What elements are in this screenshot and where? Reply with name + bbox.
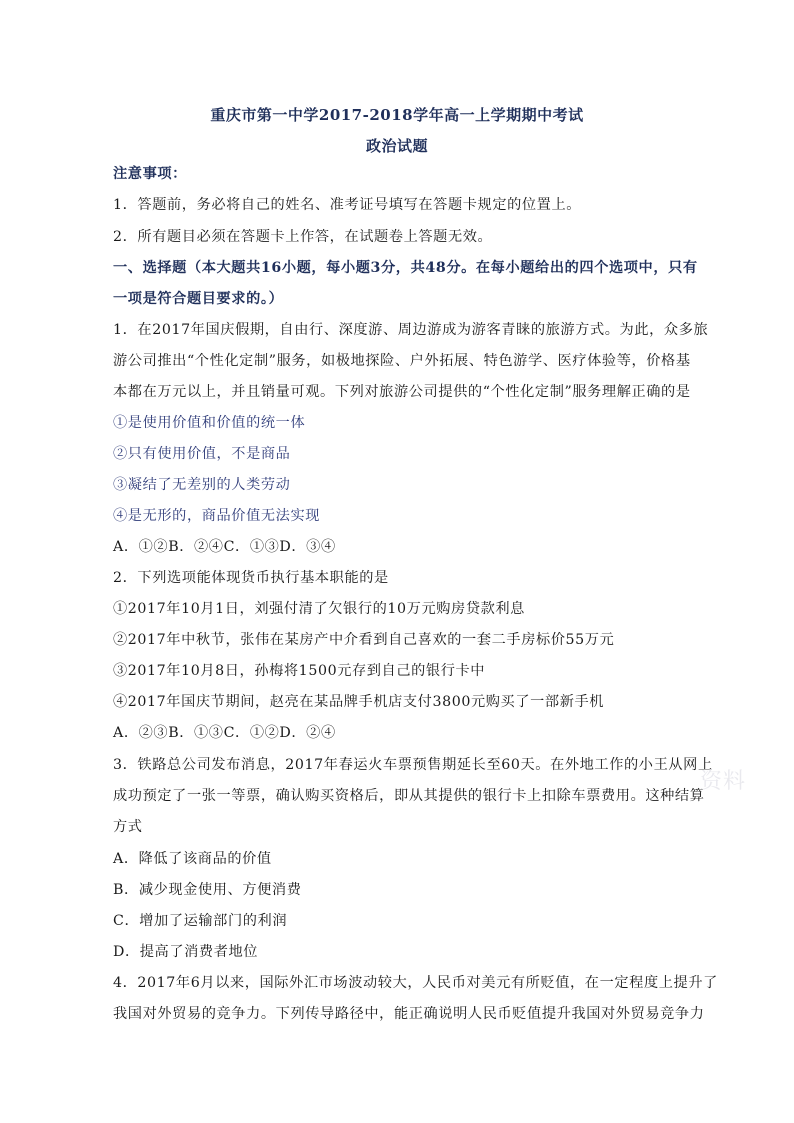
question-4-stem: 我国对外贸易的竞争力。下列传导路径中，能正确说明人民币贬值提升我国对外贸易竞争力 [113, 1006, 705, 1022]
section-heading: 一、选择题（本大题共16小题，每小题3分，共48分。在每小题给出的四个选项中，只有 [113, 260, 698, 276]
question-2-item: ②2017年中秋节，张伟在某房产中介看到自己喜欢的一套二手房标价55万元 [113, 632, 615, 648]
question-3-option: A．降低了该商品的价值 [113, 851, 272, 867]
question-4-stem: 4．2017年6月以来，国际外汇市场波动较大，人民币对美元有所贬值，在一定程度上提升了 [113, 975, 718, 991]
question-1-item: ③凝结了无差别的人类劳动 [113, 477, 291, 493]
question-1-stem: 本都在万元以上，并且销量可观。下列对旅游公司提供的“个性化定制”服务理解正确的是 [113, 384, 691, 400]
question-2-item: ③2017年10月8日，孙梅将1500元存到自己的银行卡中 [113, 663, 486, 679]
note-item: 1．答题前，务必将自己的姓名、准考证号填写在答题卡规定的位置上。 [113, 197, 582, 213]
question-3-stem: 成功预定了一张一等票，确认购买资格后，即从其提供的银行卡上扣除车票费用。这种结算 [113, 788, 705, 804]
notes-heading: 注意事项： [113, 166, 187, 182]
exam-subtitle: 政治试题 [365, 137, 428, 155]
question-3-option: D．提高了消费者地位 [113, 944, 259, 960]
watermark: 资料 [700, 769, 747, 794]
question-1-stem: 1．在2017年国庆假期，自由行、深度游、周边游成为游客青睐的旅游方式。为此，众多旅 [113, 322, 709, 338]
question-1-item: ②只有使用价值，不是商品 [113, 446, 291, 462]
question-2-item: ①2017年10月1日，刘强付清了欠银行的10万元购房贷款利息 [113, 601, 525, 617]
question-2-answers: A．②③B．①③C．①②D．②④ [113, 725, 336, 741]
question-1-stem: 游公司推出“个性化定制”服务，如极地探险、户外拓展、特色游学、医疗体验等，价格基 [113, 353, 691, 369]
question-3-option: B．减少现金使用、方便消费 [113, 882, 302, 898]
question-3-stem: 3．铁路总公司发布消息，2017年春运火车票预售期延长至60天。在外地工作的小王从网上 [113, 757, 713, 773]
question-1-item: ④是无形的，商品价值无法实现 [113, 508, 321, 524]
question-1-answers: A．①②B．②④C．①③D．③④ [113, 539, 336, 555]
question-2-item: ④2017年国庆节期间，赵亮在某品牌手机店支付3800元购买了一部新手机 [113, 694, 605, 710]
question-2-stem: 2．下列选项能体现货币执行基本职能的是 [113, 570, 389, 586]
question-3-option: C．增加了运输部门的利润 [113, 913, 288, 929]
note-item: 2．所有题目必须在答题卡上作答，在试题卷上答题无效。 [113, 229, 493, 245]
exam-title: 重庆市第一中学2017-2018学年高一上学期期中考试 [210, 106, 584, 124]
section-heading-cont: 一项是符合题目要求的。） [113, 291, 284, 307]
question-3-stem: 方式 [113, 819, 143, 835]
question-1-item: ①是使用价值和价值的统一体 [113, 415, 306, 431]
